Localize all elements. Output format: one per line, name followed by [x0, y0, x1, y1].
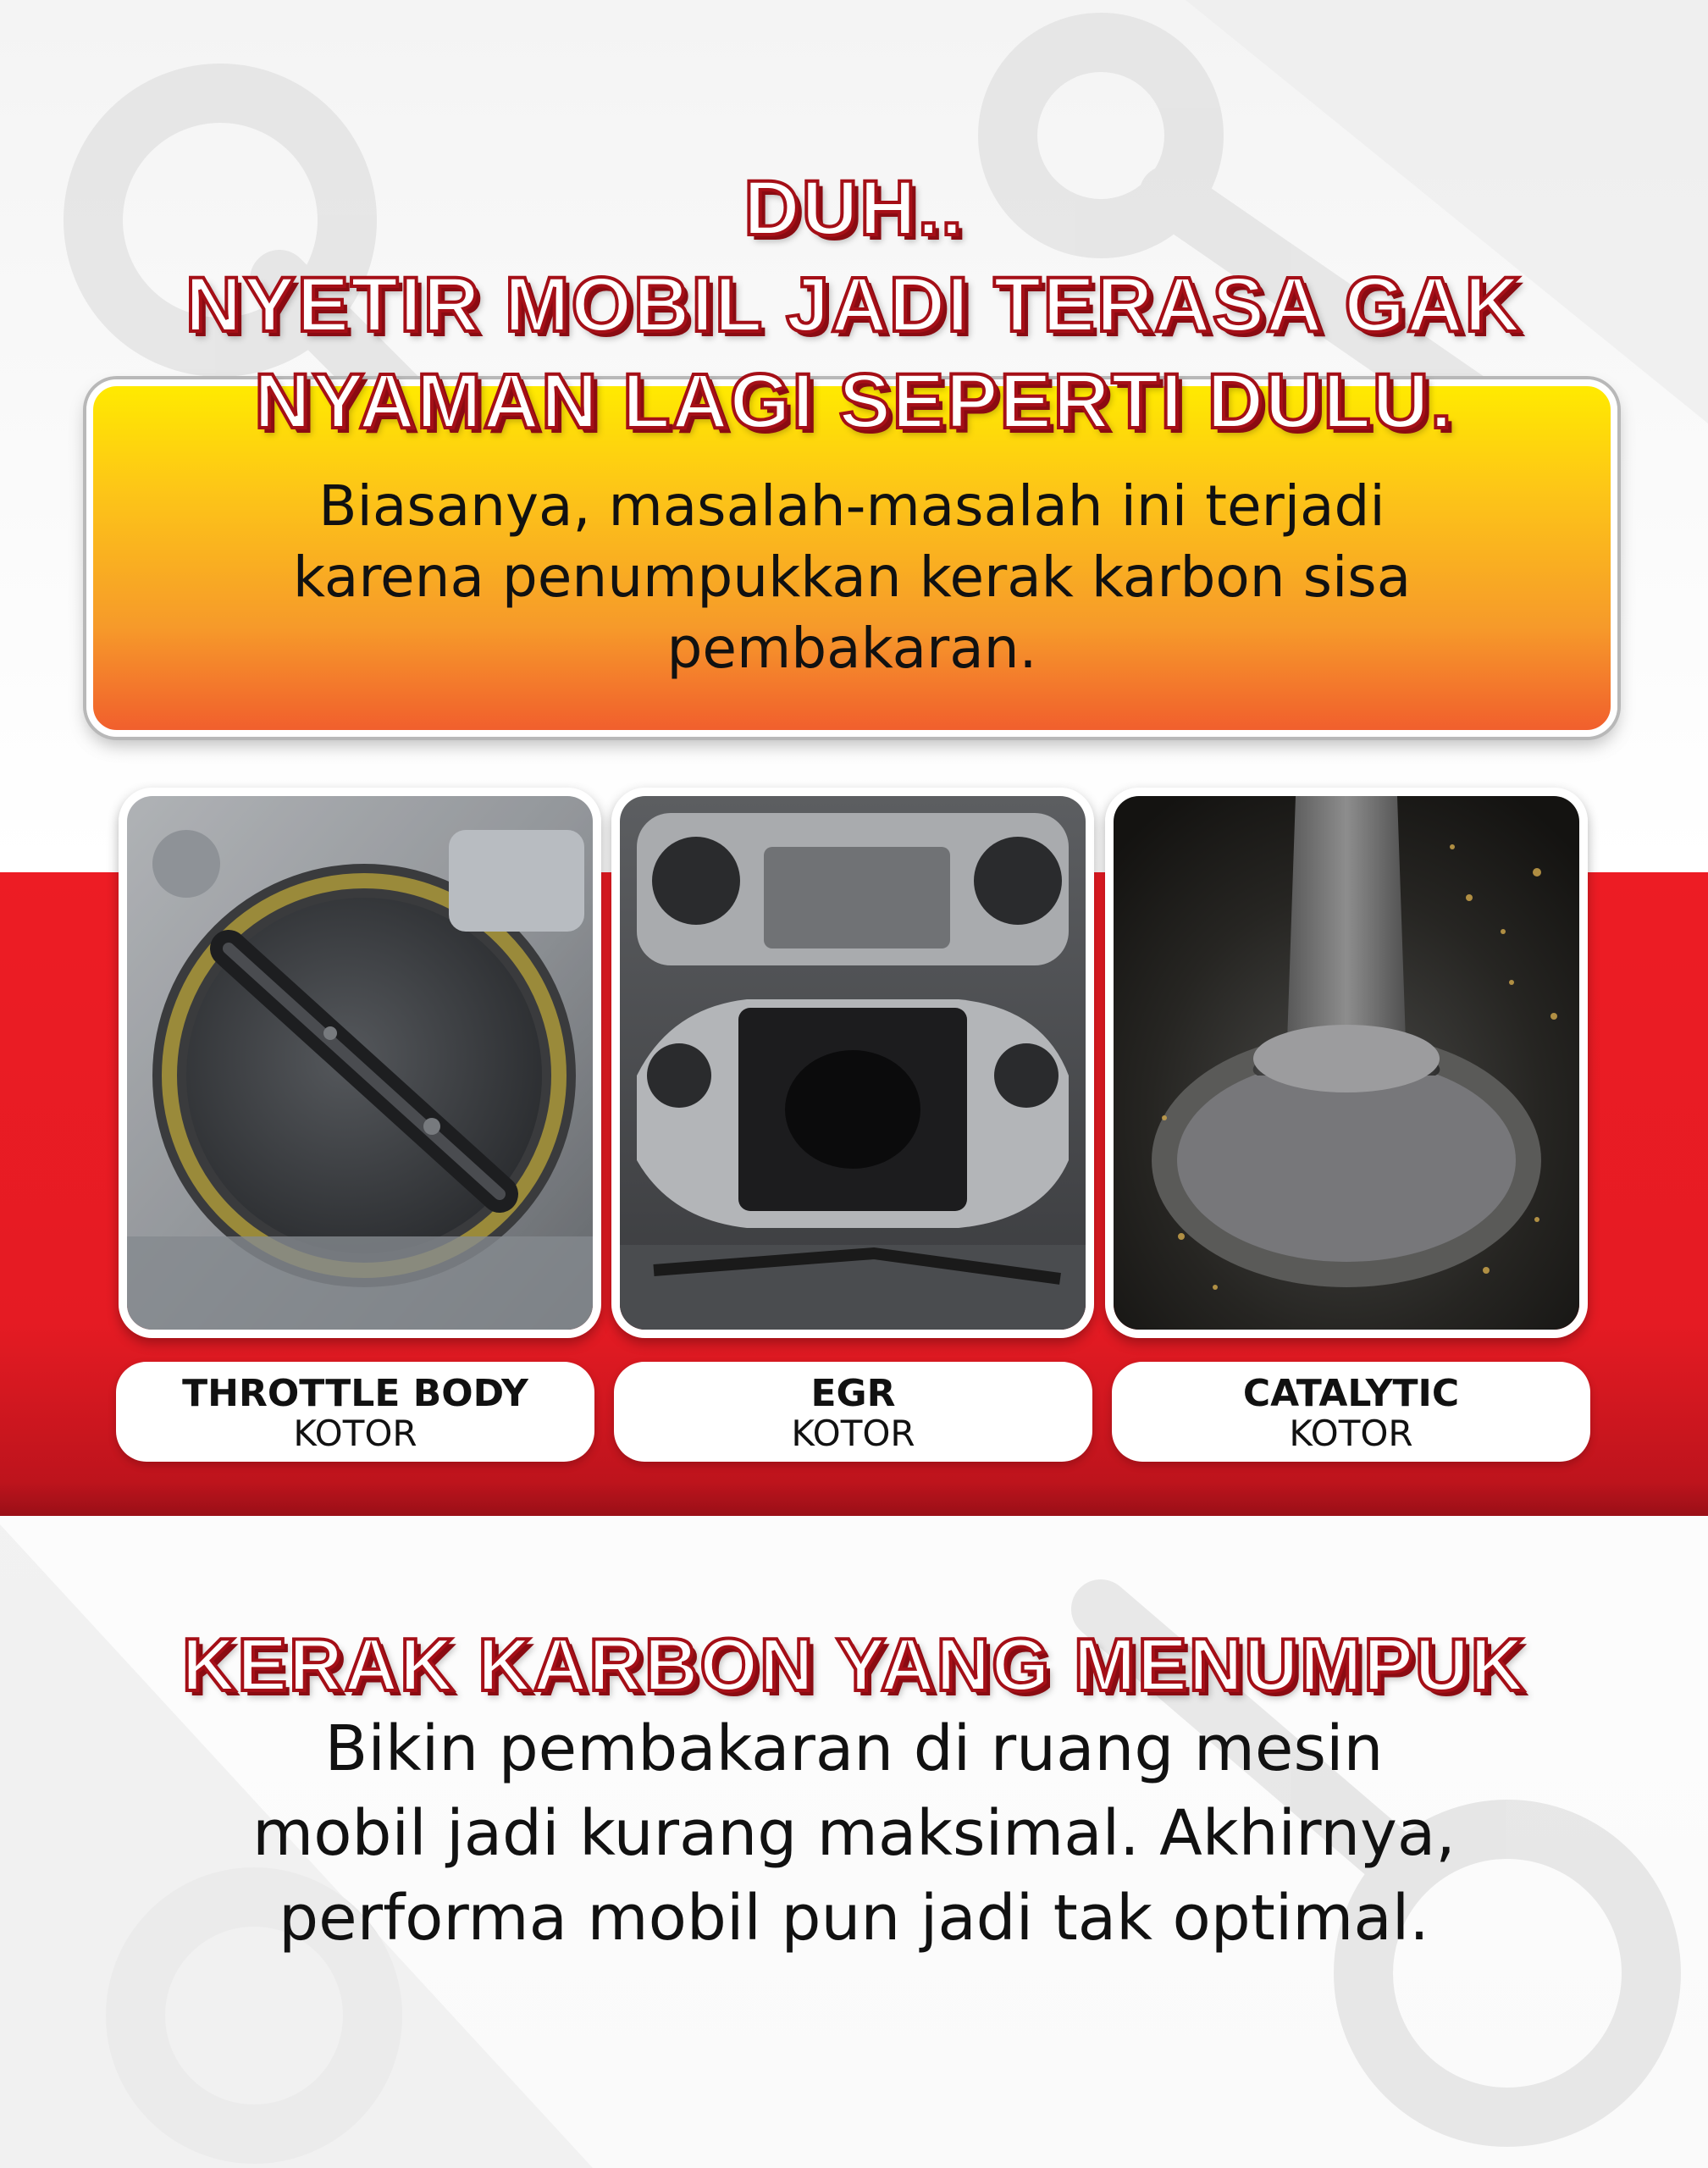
- info-text-line-2: karena penumpukkan kerak karbon sisa: [292, 545, 1412, 610]
- throttle-body-photo: [119, 788, 601, 1338]
- card-title: EGR: [810, 1372, 896, 1415]
- headline-line-3: NYAMAN LAGI SEPERTI DULU.: [254, 358, 1454, 445]
- info-text-line-1: Biasanya, masalah-masalah ini terjadi: [318, 473, 1385, 539]
- bottom-description: [0, 1706, 1708, 1961]
- catalytic-valve-photo: [1105, 788, 1588, 1338]
- card-label-egr: [614, 1362, 1092, 1462]
- info-text: [93, 471, 1611, 684]
- bottom-text-line-1: Bikin pembakaran di ruang mesin: [324, 1712, 1384, 1785]
- egr-valve-photo: [611, 788, 1094, 1338]
- card-subtitle: KOTOR: [1289, 1413, 1413, 1454]
- card-label-throttle-body: [116, 1362, 594, 1462]
- bottom-text-line-3: performa mobil pun jadi tak optimal.: [279, 1882, 1429, 1955]
- headline-line-1: DUH..: [743, 165, 965, 252]
- card-label-catalytic: [1112, 1362, 1590, 1462]
- main-headline: [0, 165, 1708, 445]
- bottom-text-line-2: mobil jadi kurang maksimal. Akhirnya,: [252, 1797, 1456, 1870]
- card-subtitle: KOTOR: [791, 1413, 915, 1454]
- headline-line-2: NYETIR MOBIL JADI TERASA GAK: [185, 262, 1523, 348]
- info-text-line-3: pembakaran.: [666, 616, 1037, 681]
- card-subtitle: KOTOR: [293, 1413, 417, 1454]
- card-title: CATALYTIC: [1242, 1372, 1460, 1415]
- card-title: THROTTLE BODY: [182, 1372, 528, 1415]
- sub-headline: KERAK KARBON YANG MENUMPUK: [181, 1623, 1527, 1706]
